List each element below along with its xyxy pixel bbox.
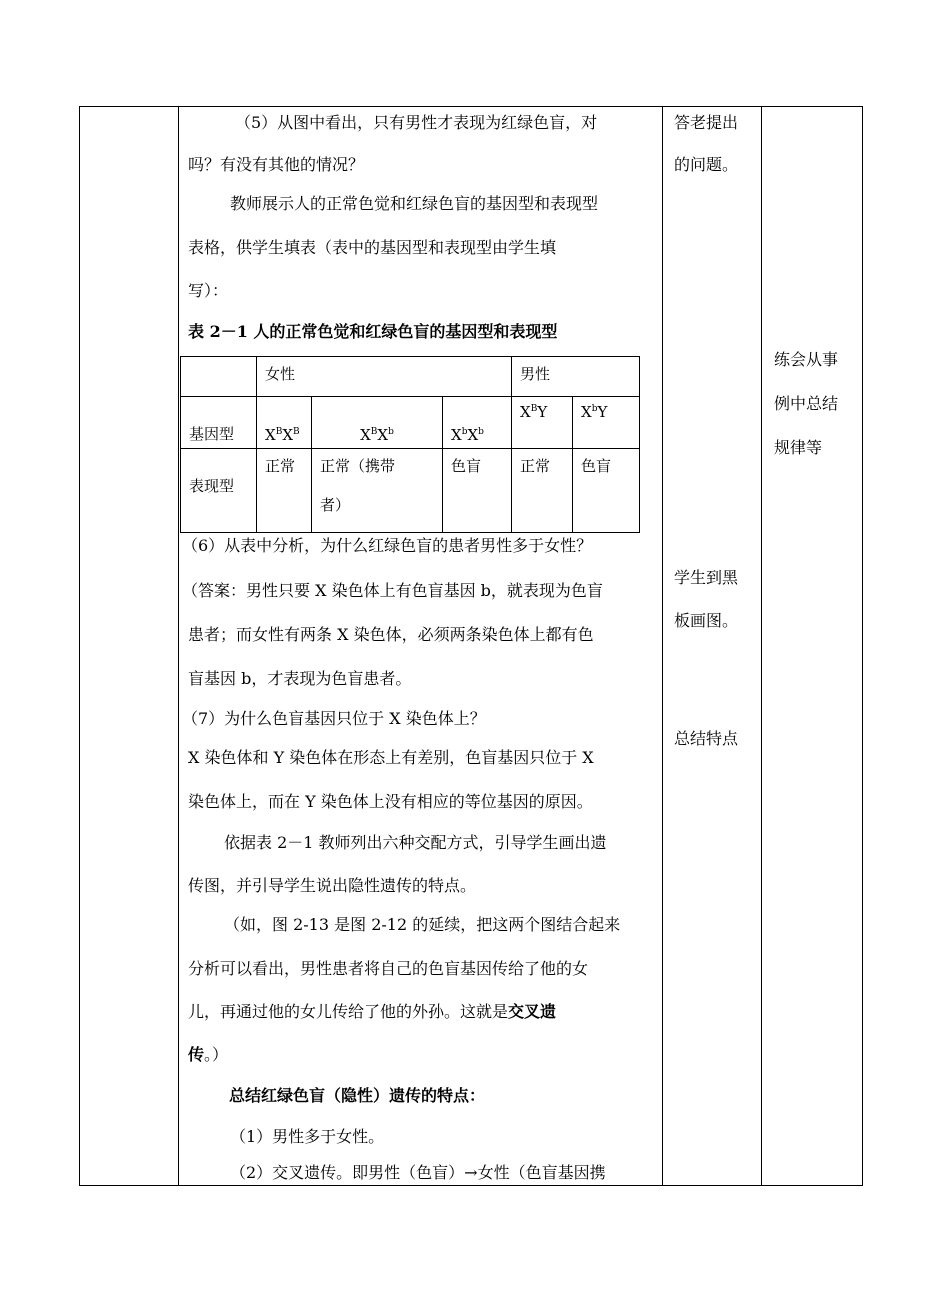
lesson-table [79,106,863,1186]
question-6: （6）从表中分析，为什么红绿色盲的患者男性多于女性？ [182,536,593,555]
answer-line1: （答案：男性只要 X 染色体上有色盲基因 b，就表现为色盲 [182,581,603,600]
genotype-XBXB: $X^BX^B$ [257,397,312,449]
question-5-line1: （5）从图中看出，只有男性才表现为红绿色盲，对 [235,113,598,132]
student-activity-line5: 总结特点 [674,729,739,748]
student-activity-line2: 的问题。 [674,155,739,174]
xy-line1: X 染色体和 Y 染色体在形态上有差别，色盲基因只位于 X [188,748,594,767]
design-intent-line2: 例中总结 [774,394,839,413]
genotype-label: 基因型 [181,397,257,449]
figure-line2: 分析可以看出，男性患者将自己的色盲基因传给了他的女 [188,959,589,978]
phenotype-carrier-line2: 者） [320,496,351,514]
phenotype-label: 表现型 [181,449,257,533]
design-intent-line3: 规律等 [774,438,823,457]
genotype-XBY: $X^BY$ [512,397,573,449]
mating-line1: 依据表 2－1 教师列出六种交配方式，引导学生画出遗 [224,833,607,852]
female-header: 女性 [257,357,512,397]
summary-point1: （1）男性多于女性。 [230,1127,385,1146]
teaching-content-column [180,107,664,1185]
student-activity-line1: 答老提出 [674,113,739,132]
answer-line2: 患者；而女性有两条 X 染色体，必须两条染色体上都有色 [188,625,594,644]
figure-line1: （如，图 2-13 是图 2-12 的延续，把这两个图结合起来 [224,915,621,934]
student-activity-line4: 板画图。 [674,611,739,630]
phenotype-colorblind-female: 色盲 [443,449,512,533]
genotype-XbY: $X^bY$ [573,397,640,449]
phenotype-normal-male: 正常 [512,449,573,533]
column-divider [761,107,762,1185]
design-intent-line1: 练会从事 [774,350,839,369]
question-5-line2: 吗？有没有其他的情况？ [188,155,365,174]
mating-line2: 传图，并引导学生说出隐性遗传的特点。 [188,876,477,895]
genotype-table [180,356,640,533]
summary-point2: （2）交叉遗传。即男性（色盲）→女性（色盲基因携 [230,1163,606,1182]
teacher-text-line3: 写）： [188,281,229,300]
genotype-XbXb: $X^bX^b$ [443,397,512,449]
question-7: （7）为什么色盲基因只位于 X 染色体上？ [182,709,486,728]
male-header: 男性 [512,357,640,397]
phenotype-normal: 正常 [257,449,312,533]
column-divider [178,107,179,1185]
figure-line4-text: 。） [204,1045,229,1064]
empty-header-cell [181,357,257,397]
table-title: 表 2－1 人的正常色觉和红绿色盲的基因型和表现型 [188,322,558,341]
figure-line3-text: 儿，再通过他的女儿传给了他的外孙。这就是 [188,1002,509,1021]
phenotype-carrier [312,449,443,533]
answer-line3: 盲基因 b，才表现为色盲患者。 [188,669,412,688]
xy-line2: 染色体上，而在 Y 染色体上没有相应的等位基因的原因。 [188,792,593,811]
cross-inheritance-term-end: 传 [188,1045,205,1064]
genotype-XBXb: $X^BX^b$ [312,397,443,449]
teacher-text-line2: 表格，供学生填表（表中的基因型和表现型由学生填 [188,238,557,257]
phenotype-colorblind-male: 色盲 [573,449,640,533]
summary-title: 总结红绿色盲（隐性）遗传的特点： [229,1086,486,1105]
teacher-text-line1: 教师展示人的正常色觉和红绿色盲的基因型和表现型 [230,194,599,213]
student-activity-line3: 学生到黑 [674,568,739,587]
phenotype-carrier-line1: 正常（携带 [320,457,396,475]
cross-inheritance-term: 交叉遗 [508,1002,557,1021]
figure-line4 [188,1044,228,1066]
figure-line3 [188,1001,556,1023]
